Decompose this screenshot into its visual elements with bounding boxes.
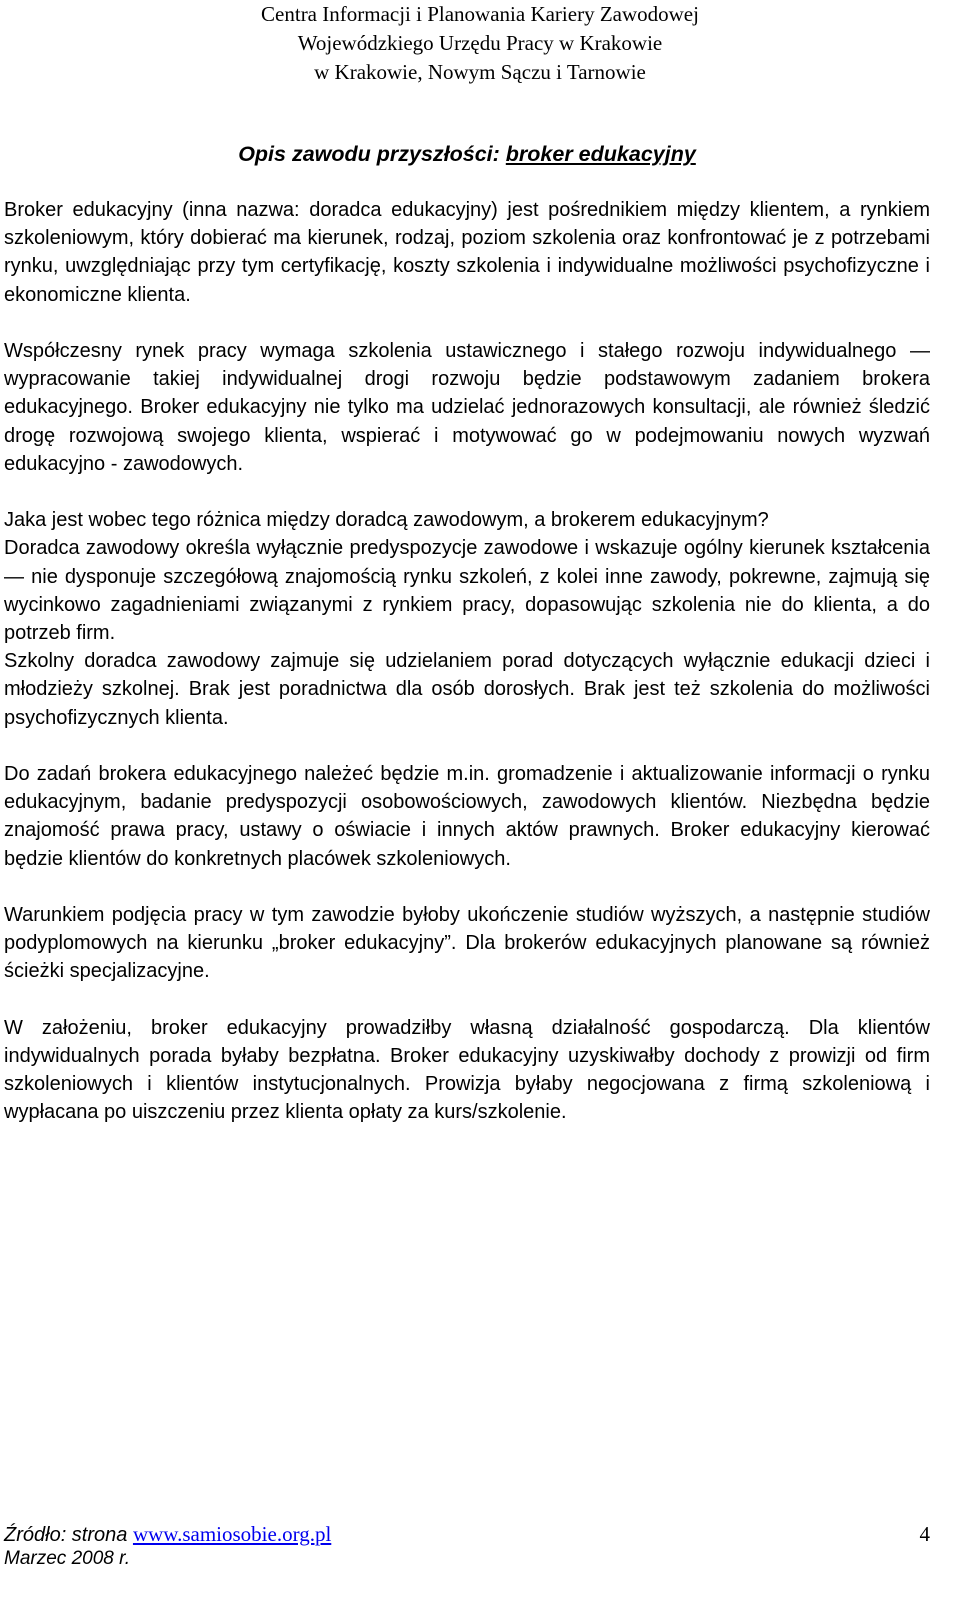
paragraph-labour-market: Współczesny rynek pracy wymaga szkolenia ustawicznego i stałego rozwoju indywidualnego — wypracowanie takiej indywidualnej drogi rozwoju będzie podstawowym zadaniem brokera edukacyjnego. Broker edukacyjny nie tylko ma udzielać jednorazowych konsultacji, ale również śledzić drogę rozwojową swojego klienta, wspierać i motywować go w podejmowaniu nowych wyzwań edukacyjno - zawodowych.: [4, 340, 930, 475]
paragraph-question: Jaka jest wobec tego różnica między doradcą zawodowym, a brokerem edukacyjnym?: [4, 509, 769, 532]
header-line-1: Centra Informacji i Planowania Kariery Zawodowej: [261, 2, 699, 26]
header-line-2: Wojewódzkiego Urzędu Pracy w Krakowie: [297, 31, 663, 55]
paragraph-business-model: W założeniu, broker edukacyjny prowadziłby własną działalność gospodarczą. Dla klientów indywidualnych porada byłaby bezpłatna. Broker edukacyjny uzyskiwałby dochody z prowizji od firm szkoleniowych i klientów instytucjonalnych. Prowizja byłaby negocjowana z firmą szkoleniową i wypłacana po uiszczeniu przez klienta opłaty za kurs/szkolenie.: [4, 1016, 930, 1124]
document-footer: [4, 1522, 930, 1571]
document-title: [0, 140, 934, 168]
paragraph-tasks: Do zadań brokera edukacyjnego należeć będzie m.in. gromadzenie i aktualizowanie informacji o rynku edukacyjnym, badanie predyspozycji osobowościowych, zawodowych klientów. Niezbędna będzie znajomość prawa pracy, ustawy o oświacie i innych aktów prawnych. Broker edukacyjny kierować będzie klientów do konkretnych placówek szkoleniowych.: [4, 763, 930, 870]
paragraph-career-advisor: Doradca zawodowy określa wyłącznie predyspozycje zawodowe i wskazuje ogólny kierunek kształcenia — nie dysponuje szczegółową znajomością rynku szkoleń, z kolei inne zawody, pokrewne, zajmują się wycinkowo zagadnieniami związanymi z rynkiem pracy, dopasowując szkolenia nie do klienta, a do potrzeb firm.: [4, 537, 930, 645]
title-profession: broker edukacyjny: [505, 142, 696, 166]
paragraph-requirements: Warunkiem podjęcia pracy w tym zawodzie byłoby ukończenie studiów wyższych, a następnie studiów podyplomowych na kierunku „broker edukacyjny”. Dla brokerów edukacyjnych planowane są również ścieżki specjalizacyjne.: [4, 904, 930, 983]
footer-date: Marzec 2008 r.: [4, 1548, 131, 1569]
title-prefix: Opis zawodu przyszłości:: [238, 142, 506, 166]
document-body: [4, 196, 930, 1155]
page-number: 4: [919, 1522, 930, 1546]
document-header: [0, 0, 960, 87]
source-label: Źródło: strona: [4, 1524, 133, 1546]
paragraph-definition: Broker edukacyjny (inna nazwa: doradca edukacyjny) jest pośrednikiem między klientem, a rynkiem szkoleniowym, który dobierać ma kierunek, rodzaj, poziom szkolenia oraz konfrontować je z potrzebami rynku, uwzględniając przy tym certyfikację, koszty szkolenia i indywidualne możliwości psychofizyczne i ekonomiczne klienta.: [4, 199, 930, 306]
header-line-3: w Krakowie, Nowym Sączu i Tarnowie: [314, 60, 646, 84]
source-link[interactable]: www.samiosobie.org.pl: [132, 1522, 332, 1546]
paragraph-school-advisor: Szkolny doradca zawodowy zajmuje się udzielaniem porad dotyczących wyłącznie edukacji dzieci i młodzieży szkolnej. Brak jest poradnictwa dla osób dorosłych. Brak jest też szkolenia do możliwości psychofizycznych klienta.: [4, 650, 930, 729]
footer-source: [4, 1522, 930, 1547]
